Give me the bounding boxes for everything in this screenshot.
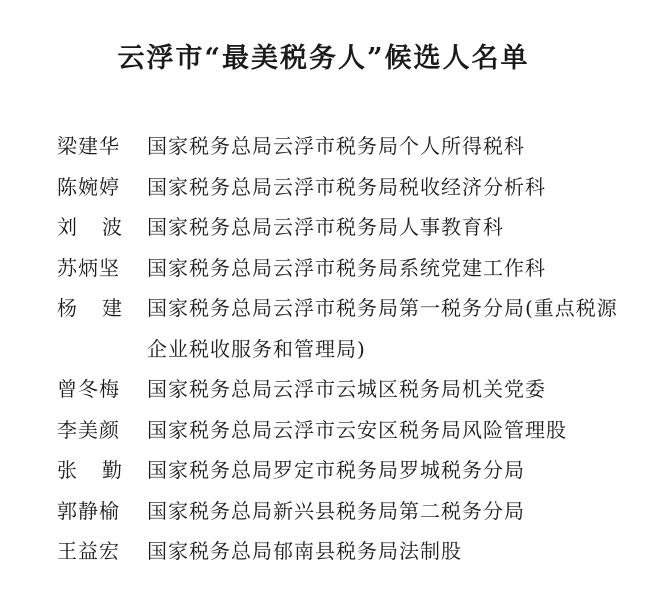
candidate-name-given: 波 [102, 215, 123, 239]
candidate-name-surname: 刘 [57, 215, 78, 239]
list-item [57, 531, 637, 572]
candidate-name-given: 建 [102, 296, 123, 320]
candidate-name: 苏炳坚 [57, 255, 120, 280]
candidate-org: 国家税务总局云浮市税务局税收经济分析科 [147, 174, 546, 199]
candidate-org: 国家税务总局云浮市云安区税务局风险管理股 [147, 417, 567, 442]
list-item [57, 126, 637, 167]
candidate-org: 国家税务总局罗定市税务局罗城税务分局 [147, 458, 525, 482]
candidate-org: 国家税务总局云浮市税务局个人所得税科 [147, 134, 525, 158]
page-title: 云浮市“最美税务人”候选人名单 [117, 43, 530, 74]
candidate-name [57, 288, 123, 329]
candidate-org: 国家税务总局郁南县税务局法制股 [147, 539, 462, 563]
candidate-name: 梁建华 [57, 134, 120, 158]
candidate-name: 李美颜 [57, 417, 120, 442]
candidate-name [57, 207, 123, 248]
candidate-org: 国家税务总局新兴县税务局第二税务分局 [147, 498, 525, 523]
candidate-name: 曾冬梅 [57, 377, 120, 401]
candidate-name: 郭静榆 [57, 498, 120, 523]
list-item [57, 450, 637, 491]
list-item [57, 207, 637, 248]
candidate-name-surname: 杨 [57, 296, 78, 320]
candidate-list [57, 126, 637, 572]
list-item [57, 410, 637, 451]
candidate-name-surname: 张 [57, 458, 78, 482]
list-item [57, 288, 637, 369]
candidate-org: 国家税务总局云浮市云城区税务局机关党委 [147, 377, 546, 401]
candidate-name: 陈婉婷 [57, 174, 120, 199]
candidate-name [57, 450, 123, 491]
candidate-org: 国家税务总局云浮市税务局第一税务分局(重点税源企业税收服务和管理局) [147, 296, 618, 361]
list-item [57, 491, 637, 532]
list-item [57, 369, 637, 410]
candidate-org: 国家税务总局云浮市税务局系统党建工作科 [147, 255, 546, 280]
candidate-name: 王益宏 [57, 539, 120, 563]
list-item [57, 167, 637, 208]
candidate-org: 国家税务总局云浮市税务局人事教育科 [147, 215, 504, 239]
candidate-name-given: 勤 [102, 458, 123, 482]
list-item [57, 248, 637, 289]
